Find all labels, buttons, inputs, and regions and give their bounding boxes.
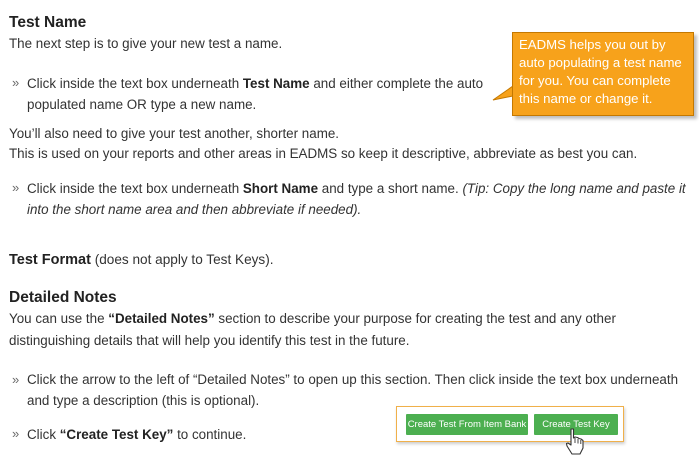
button-panel <box>396 406 624 442</box>
callout-line: for you. You can complete <box>519 73 671 88</box>
create-test-from-item-bank-button[interactable]: Create Test From Item Bank <box>406 414 528 435</box>
detailed-notes-description: You can use the “Detailed Notes” section to describe your purpose for creating the test and any other distinguishing details that will help you identify this test in the future. <box>9 311 616 348</box>
test-name-instruction: Click inside the text box underneath Test Name and either complete the auto populated name OR type a new name. <box>27 76 484 112</box>
test-name-heading: Test Name <box>9 14 87 31</box>
callout-line: EADMS helps you out by <box>519 37 666 52</box>
callout-line: this name or change it. <box>519 91 653 106</box>
test-name-intro: The next step is to give your new test a name. <box>9 36 283 51</box>
test-format-line: Test Format (does not apply to Test Keys). <box>9 252 274 268</box>
tip-callout <box>512 32 694 116</box>
detailed-notes-instruction: Click the arrow to the left of “Detailed Notes” to open up this section. Then click inside the text box underneath and type a description (this is optional). <box>27 372 679 408</box>
short-name-intro: You’ll also need to give your test another, shorter name. This is used on your reports and other areas in EADMS so keep it descriptive, abbreviate as best you can. <box>9 126 638 161</box>
pointer-cursor-icon <box>565 428 585 456</box>
callout-line: auto populating a test name <box>519 55 682 70</box>
short-name-instruction: Click inside the text box underneath Short Name and type a short name. (Tip: Copy the long name and paste it into the short name area and then abbreviate if needed). <box>27 181 686 217</box>
bullet-glyph: » <box>12 426 20 441</box>
detailed-notes-heading: Detailed Notes <box>9 289 117 306</box>
create-test-key-button[interactable]: Create Test Key <box>534 414 618 435</box>
create-key-instruction: Click “Create Test Key” to continue. <box>27 427 247 442</box>
bullet-glyph: » <box>12 372 20 387</box>
bullet-glyph: » <box>12 75 20 90</box>
bullet-glyph: » <box>12 180 20 195</box>
